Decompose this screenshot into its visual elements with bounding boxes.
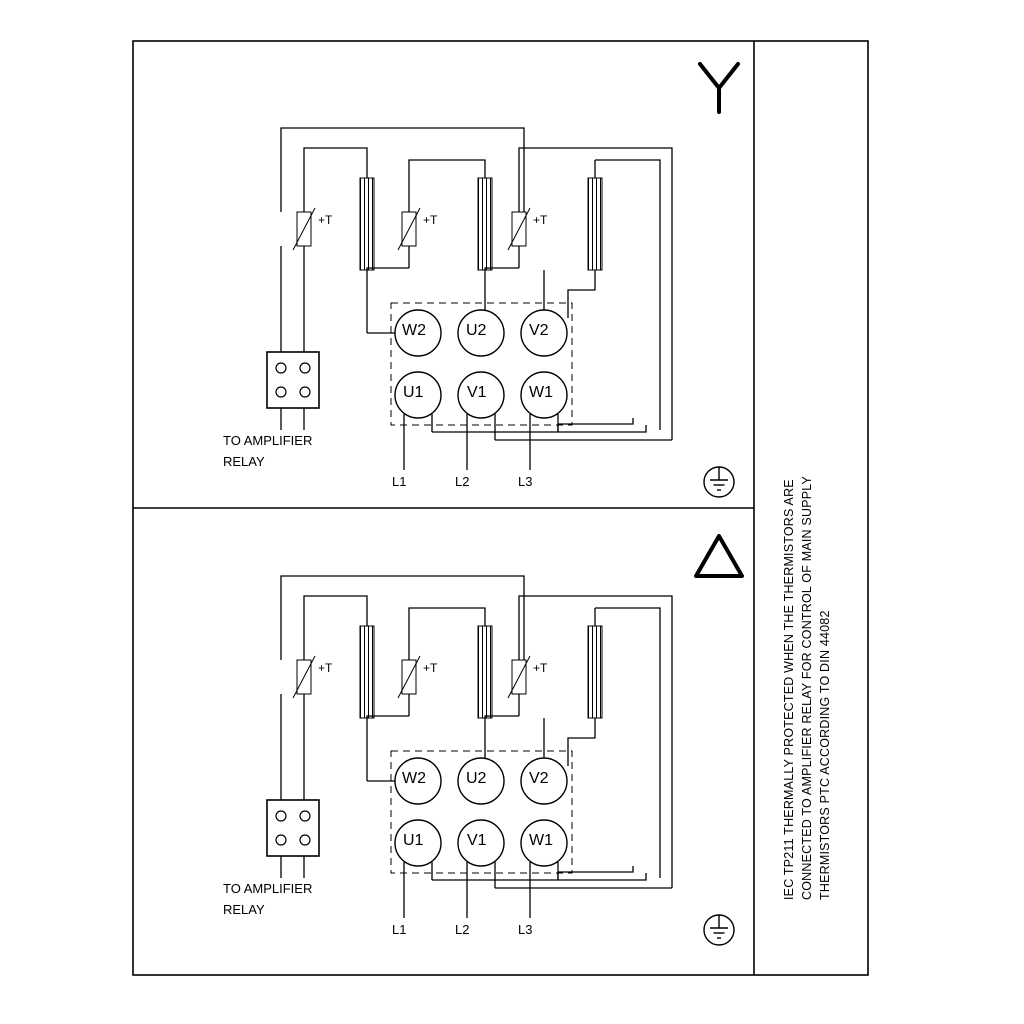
amplifier-label-line2: RELAY: [223, 902, 265, 917]
motor-coil-u: [478, 178, 492, 270]
note-line-1: IEC TP211 THERMALLY PROTECTED WHEN THE THERMISTORS ARE: [782, 479, 796, 900]
terminal-u1: U1: [403, 832, 424, 849]
panel-delta: [267, 536, 742, 945]
earth-ground-symbol: [704, 915, 734, 945]
supply-line-l2: L2: [455, 922, 470, 937]
terminal-u1: U1: [403, 384, 424, 401]
panel-star: [267, 64, 738, 497]
thermistor-label-3: +T: [533, 661, 548, 675]
thermistor-3: [508, 208, 530, 250]
terminal-w1: W1: [529, 832, 553, 849]
note-line-2: CONNECTED TO AMPLIFIER RELAY FOR CONTROL OF MAIN SUPPLY: [800, 475, 814, 900]
thermistor-1: [293, 656, 315, 698]
supply-line-l2: L2: [455, 474, 470, 489]
motor-coil-u: [478, 626, 492, 718]
amplifier-connection-box: [267, 352, 319, 408]
earth-ground-symbol: [704, 467, 734, 497]
thermistor-2: [398, 656, 420, 698]
terminal-u2: U2: [466, 770, 487, 787]
terminal-v1: V1: [467, 384, 487, 401]
thermistor-3: [508, 656, 530, 698]
note-line-3: THERMISTORS PTC ACCORDING TO DIN 44082: [818, 610, 832, 900]
supply-line-l3: L3: [518, 474, 533, 489]
terminal-v1: V1: [467, 832, 487, 849]
thermistor-label-3: +T: [533, 213, 548, 227]
thermistor-label-2: +T: [423, 213, 438, 227]
thermistor-2: [398, 208, 420, 250]
star-connection-symbol: [700, 64, 738, 112]
thermistor-label-2: +T: [423, 661, 438, 675]
supply-line-l1: L1: [392, 474, 407, 489]
thermistor-1: [293, 208, 315, 250]
amplifier-connection-box: [267, 800, 319, 856]
amplifier-label-line2: RELAY: [223, 454, 265, 469]
thermistor-label-1: +T: [318, 661, 333, 675]
wiring-lines: [281, 128, 672, 470]
delta-connection-symbol: [696, 536, 742, 576]
terminal-w1: W1: [529, 384, 553, 401]
supply-line-l3: L3: [518, 922, 533, 937]
motor-coil-v: [588, 178, 602, 270]
thermistor-label-1: +T: [318, 213, 333, 227]
supply-line-l1: L1: [392, 922, 407, 937]
motor-coil-w: [360, 626, 374, 718]
amplifier-label-line1: TO AMPLIFIER: [223, 433, 313, 448]
terminal-u2: U2: [466, 322, 487, 339]
terminal-v2: V2: [529, 322, 549, 339]
wiring-lines: [281, 576, 672, 918]
terminal-w2: W2: [402, 770, 426, 787]
amplifier-label-line1: TO AMPLIFIER: [223, 881, 313, 896]
motor-coil-w: [360, 178, 374, 270]
terminal-v2: V2: [529, 770, 549, 787]
terminal-w2: W2: [402, 322, 426, 339]
motor-coil-v: [588, 626, 602, 718]
